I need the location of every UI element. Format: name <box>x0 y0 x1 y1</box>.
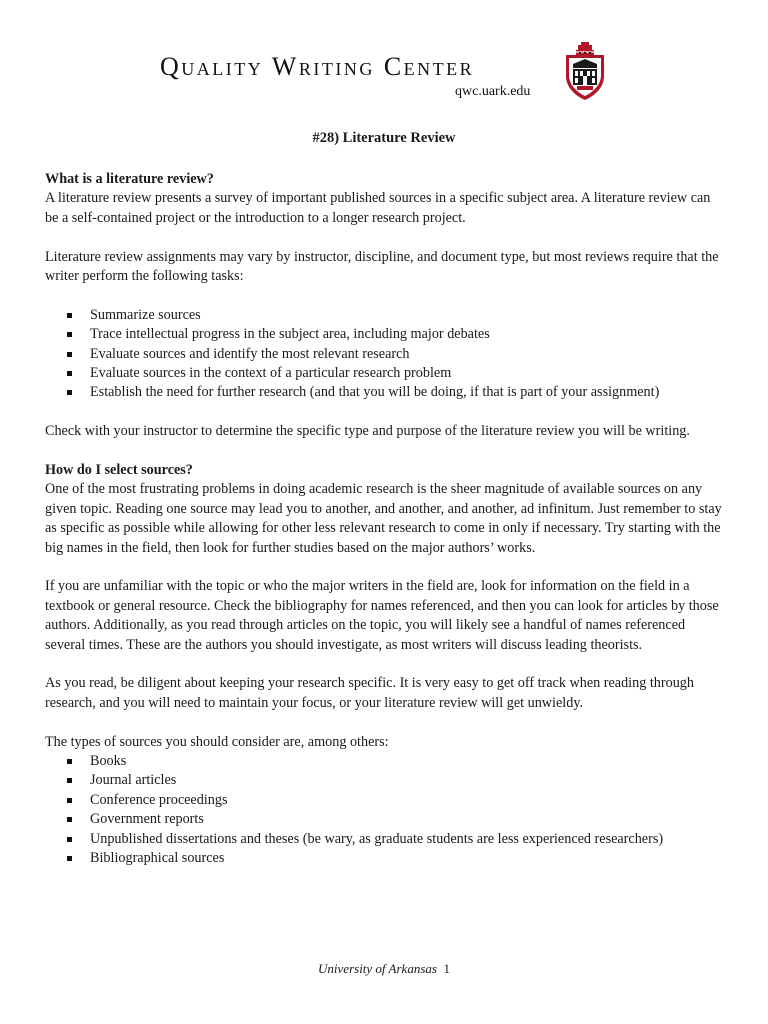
section-heading-how: How do I select sources? <box>45 462 193 479</box>
list-item: Evaluate sources and identify the most relevant research <box>90 345 725 364</box>
tasks-list <box>45 306 725 403</box>
document-body <box>45 170 725 888</box>
paragraph: If you are unfamiliar with the topic or who the major writers in the field are, look for information on the field in a textbook or general resource. Check the bibliography for names referenced, and then you can look for articles by those authors. Additionally, as you read through articles on the topic, you will likely see a handful of names referenced several times. These are the authors you should investigate, as most writers will discuss leading theorists. <box>45 578 719 653</box>
university-shield-logo <box>564 42 606 106</box>
source-types-list <box>45 752 725 868</box>
list-item: Books <box>90 752 725 771</box>
list-item: Bibliographical sources <box>90 849 725 868</box>
page-footer <box>0 961 768 977</box>
list-item: Conference proceedings <box>90 791 725 810</box>
paragraph: A literature review presents a survey of important published sources in a specific subject area. A literature review can be a self-contained project or the introduction to a longer research project. <box>45 190 711 226</box>
page-number: 1 <box>443 961 450 976</box>
list-item: Establish the need for further research (and that you will be doing, if that is part of your assignment) <box>90 383 725 402</box>
list-item: Government reports <box>90 810 725 829</box>
footer-university: University of Arkansas <box>318 961 437 976</box>
page-title: #28) Literature Review <box>312 130 456 146</box>
header-url[interactable]: qwc.uark.edu <box>455 84 531 99</box>
list-item: Evaluate sources in the context of a particular research problem <box>90 364 725 383</box>
list-item: Trace intellectual progress in the subject area, including major debates <box>90 325 725 344</box>
paragraph: As you read, be diligent about keeping your research specific. It is very easy to get off track when reading through research, and you will need to maintain your focus, or your literature review will get unwieldy. <box>45 675 694 711</box>
list-item: Journal articles <box>90 771 725 790</box>
paragraph: Check with your instructor to determine the specific type and purpose of the literature review you will be writing. <box>45 423 690 440</box>
list-item: Unpublished dissertations and theses (be wary, as graduate students are less experienced researchers) <box>90 830 725 849</box>
paragraph: The types of sources you should consider are, among others: <box>45 733 389 750</box>
list-item: Summarize sources <box>90 306 725 325</box>
paragraph: Literature review assignments may vary by instructor, discipline, and document type, but most reviews require that the writer perform the following tasks: <box>45 248 719 285</box>
header-title: Quality Writing Center <box>160 52 475 81</box>
paragraph: One of the most frustrating problems in doing academic research is the sheer magnitude of available sources on any given topic. Reading one source may lead you to another, and another, and another, ad infinitum. Just remember to stay as specific as possible while allowing for other less relevant research to come in only if necessary. Try starting with the big names in the field, then look for further studies based on the major authors’ works. <box>45 481 722 556</box>
section-heading-what: What is a literature review? <box>45 171 214 187</box>
